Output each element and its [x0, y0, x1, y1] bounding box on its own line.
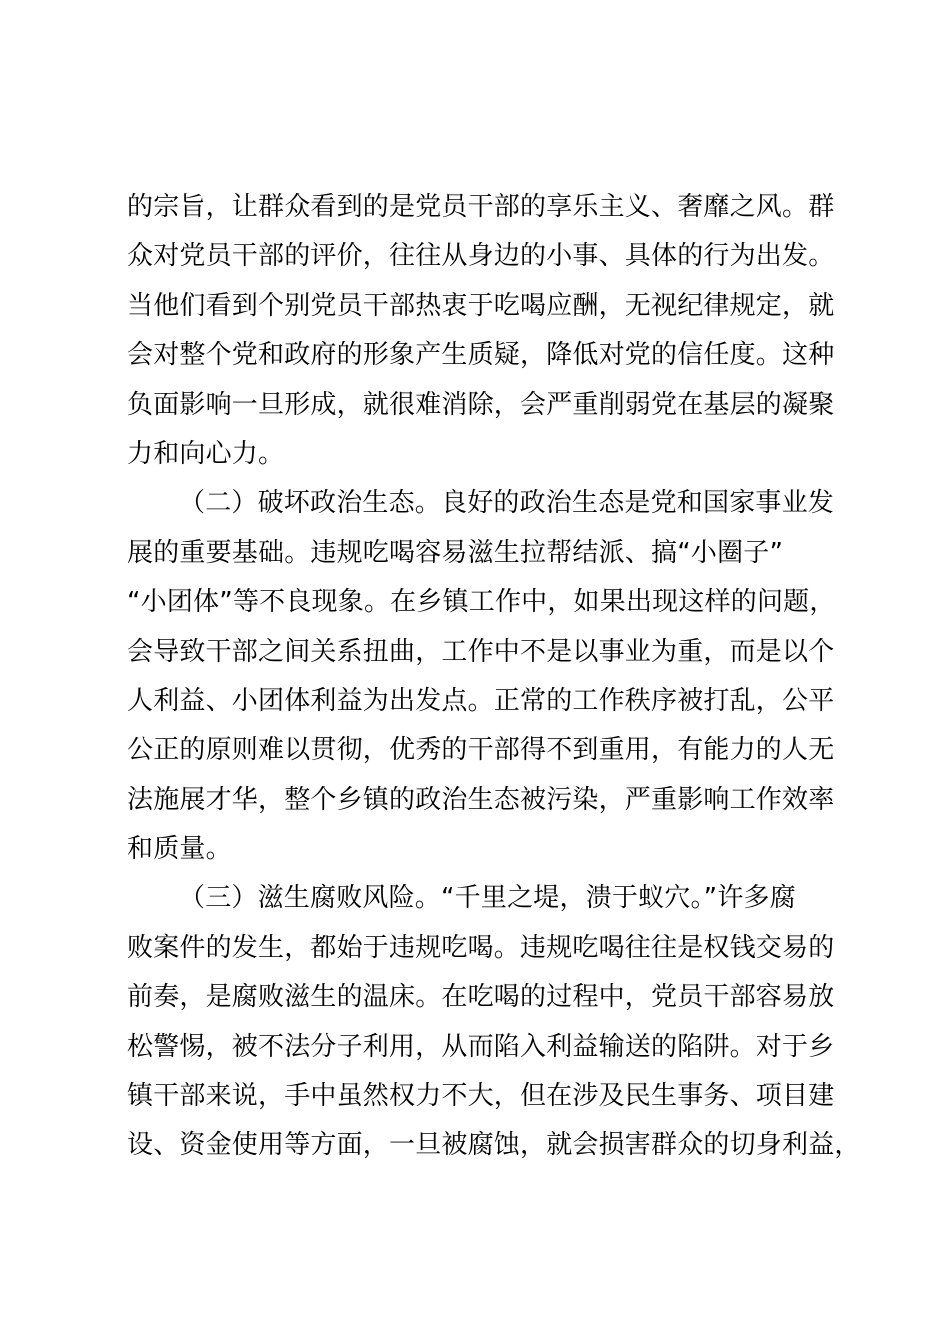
text-line: 负面影响一旦形成，就很难消除，会严重削弱党在基层的凝聚 [127, 389, 835, 420]
text-line: 会对整个党和政府的形象产生质疑，降低对党的信任度。这种 [127, 340, 835, 371]
section-heading-line: （二）破坏政治生态。良好的政治生态是党和国家事业发 [179, 488, 835, 519]
text-line: 法施展才华，整个乡镇的政治生态被污染，严重影响工作效率 [127, 784, 835, 815]
text-line: 会导致干部之间关系扭曲，工作中不是以事业为重，而是以个 [127, 636, 835, 667]
text-line: 和质量。 [127, 834, 232, 865]
text-line: 镇干部来说，手中虽然权力不大，但在涉及民生事务、项目建 [127, 1081, 835, 1112]
text-line: 众对党员干部的评价，往往从身边的小事、具体的行为出发。 [127, 241, 835, 272]
text-line: 公正的原则难以贯彻，优秀的干部得不到重用，有能力的人无 [127, 735, 835, 766]
text-line: 展的重要基础。违规吃喝容易滋生拉帮结派、搞“小圈子” [127, 537, 784, 568]
text-line: 前奏，是腐败滋生的温床。在吃喝的过程中，党员干部容易放 [127, 982, 835, 1013]
section-heading-line: （三）滋生腐败风险。“千里之堤，溃于蚁穴。”许多腐 [179, 883, 796, 914]
text-line: 松警惕，被不法分子利用，从而陷入利益输送的陷阱。对于乡 [127, 1031, 835, 1062]
text-line: 当他们看到个别党员干部热衷于吃喝应酬，无视纪律规定，就 [127, 290, 835, 321]
text-line: 设、资金使用等方面，一旦被腐蚀，就会损害群众的切身利益， [127, 1130, 861, 1161]
text-line: 力和向心力。 [127, 438, 285, 469]
text-line: “小团体”等不良现象。在乡镇工作中，如果出现这样的问题， [127, 587, 836, 618]
text-line: 的宗旨，让群众看到的是党员干部的享乐主义、奢靡之风。群 [127, 192, 835, 222]
text-line: 人利益、小团体利益为出发点。正常的工作秩序被打乱，公平 [127, 685, 835, 716]
body-text [127, 183, 861, 1171]
text-line: 败案件的发生，都始于违规吃喝。违规吃喝往往是权钱交易的 [127, 932, 835, 963]
